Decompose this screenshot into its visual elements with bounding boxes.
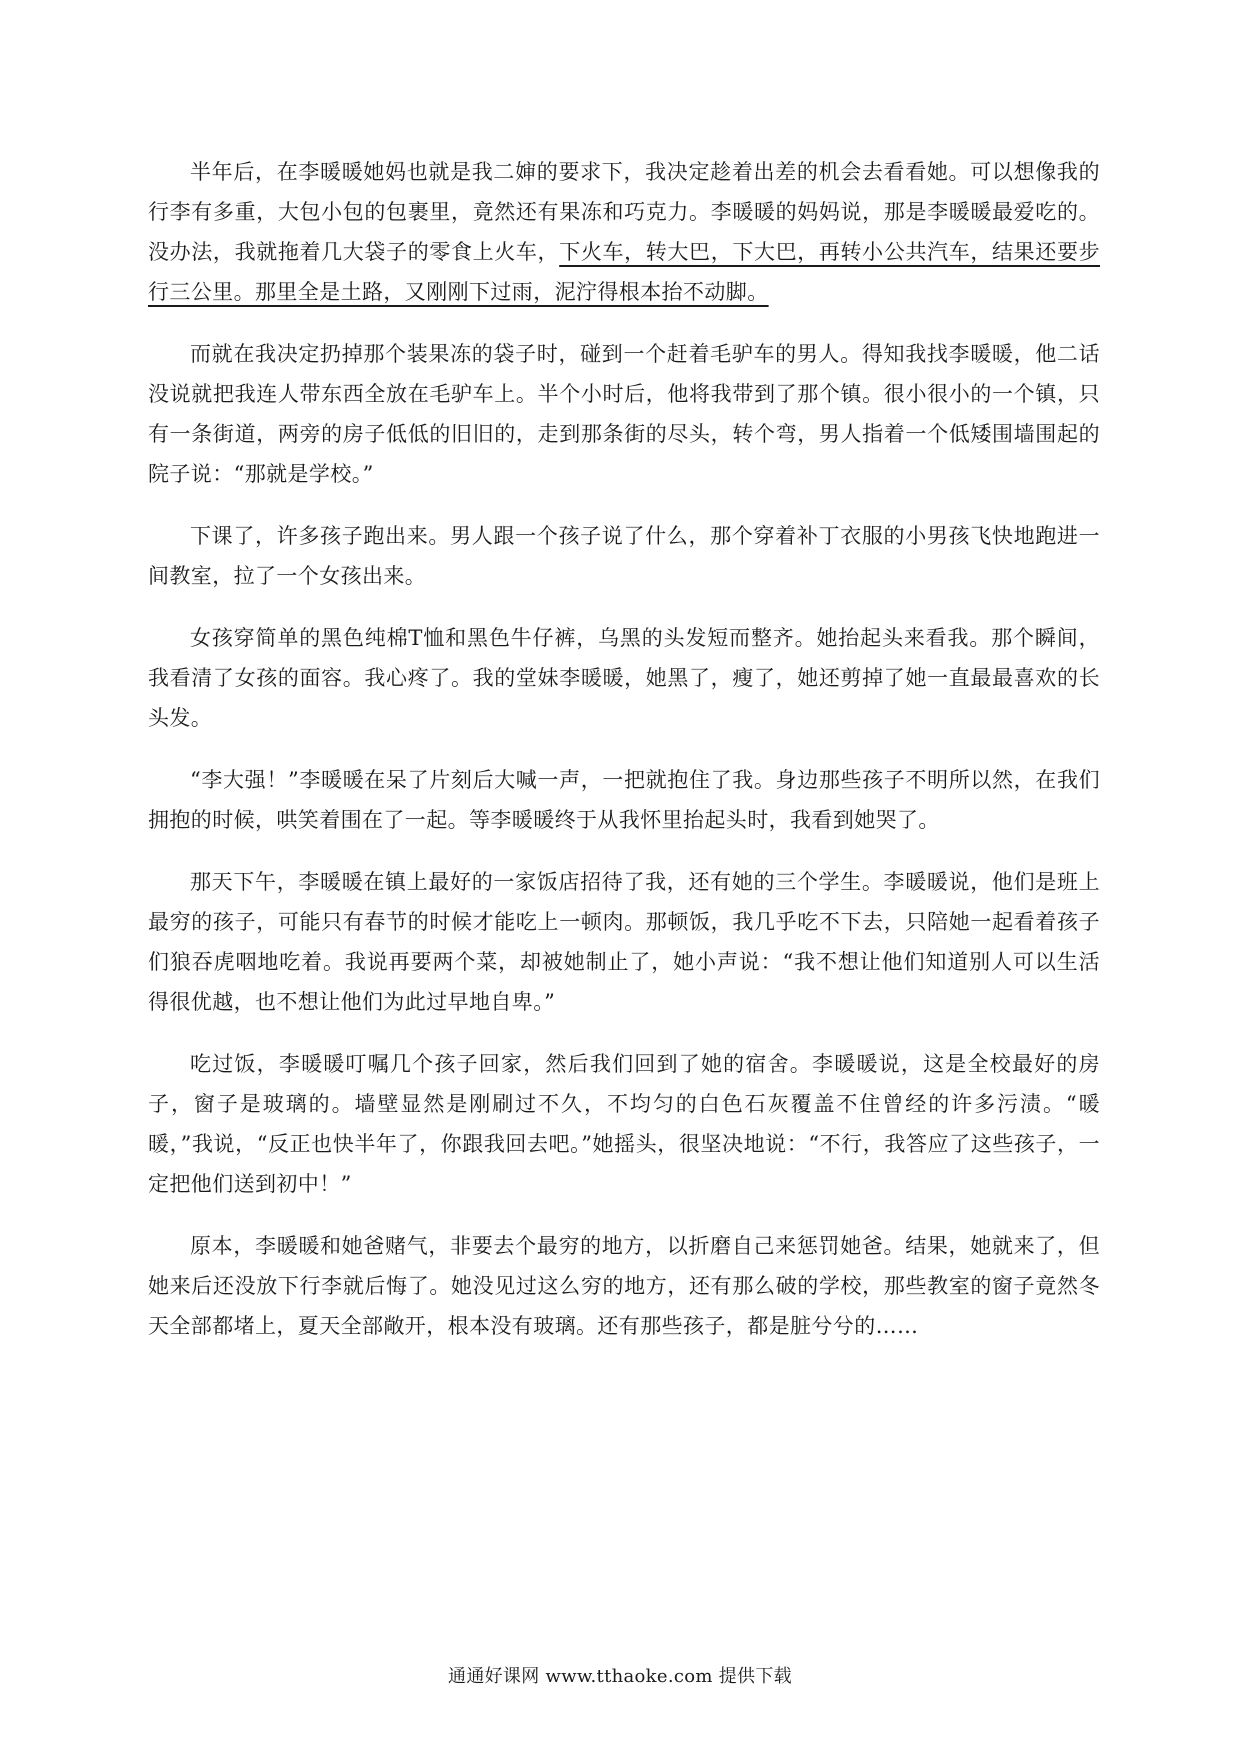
- paragraph-3: 下课了，许多孩子跑出来。男人跟一个孩子说了什么，那个穿着补丁衣服的小男孩飞快地跑进一间教室，拉了一个女孩出来。: [148, 524, 1100, 588]
- paragraph-text: 半年后，在李暖暖她妈也就是我二婶的要求下，我决定趁着出差的机会去看看她。可以想像我的行李有多重，大包小包的包裹里，竟然还有果冻和巧克力。李暖暖的妈妈说，那是李暖暖最爱吃的。没办法，我就拖着几大袋子的零食上火车，: [148, 160, 1100, 264]
- paragraph-7: 吃过饭，李暖暖叮嘱几个孩子回家，然后我们回到了她的宿舍。李暖暖说，这是全校最好的房子，窗子是玻璃的。墙壁显然是刚刷过不久，不均匀的白色石灰覆盖不住曾经的许多污渍。“暖暖，”我说，“反正也快半年了，你跟我回去吧。”她摇头，很坚决地说：“不行，我答应了这些孩子，一定把他们送到初中！”: [148, 1052, 1100, 1196]
- paragraph-2: 而就在我决定扔掉那个装果冻的袋子时，碰到一个赶着毛驴车的男人。得知我找李暖暖，他二话没说就把我连人带东西全放在毛驴车上。半个小时后，他将我带到了那个镇。很小很小的一个镇，只有一条街道，两旁的房子低低的旧旧的，走到那条街的尽头，转个弯，男人指着一个低矮围墙围起的院子说：“那就是学校。”: [148, 342, 1100, 486]
- page-footer: 通通好课网 www.tthaoke.com 提供下载: [448, 1666, 792, 1687]
- article-body: [148, 152, 1100, 1368]
- paragraph-5: “李大强！”李暖暖在呆了片刻后大喊一声，一把就抱住了我。身边那些孩子不明所以然，在我们拥抱的时候，哄笑着围在了一起。等李暖暖终于从我怀里抬起头时，我看到她哭了。: [148, 768, 1100, 832]
- underlined-sentence: 下火车，转大巴，下大巴，再转小公共汽车，结果还要步行三公里。那里全是土路，又刚刚下过雨，泥泞得根本抬不动脚。: [148, 240, 1101, 304]
- paragraph-4: 女孩穿简单的黑色纯棉T恤和黑色牛仔裤，乌黑的头发短而整齐。她抬起头来看我。那个瞬间，我看清了女孩的面容。我心疼了。我的堂妹李暖暖，她黑了，瘦了，她还剪掉了她一直最最喜欢的长头发。: [148, 626, 1100, 730]
- paragraph-1: [148, 152, 1100, 312]
- paragraph-6: 那天下午，李暖暖在镇上最好的一家饭店招待了我，还有她的三个学生。李暖暖说，他们是班上最穷的孩子，可能只有春节的时候才能吃上一顿肉。那顿饭，我几乎吃不下去，只陪她一起看着孩子们狼吞虎咽地吃着。我说再要两个菜，却被她制止了，她小声说：“我不想让他们知道别人可以生活得很优越，也不想让他们为此过早地自卑。”: [148, 870, 1100, 1014]
- paragraph-8: 原本，李暖暖和她爸赌气，非要去个最穷的地方，以折磨自己来惩罚她爸。结果，她就来了，但她来后还没放下行李就后悔了。她没见过这么穷的地方，还有那么破的学校，那些教室的窗子竟然冬天全部都堵上，夏天全部敞开，根本没有玻璃。还有那些孩子，都是脏兮兮的……: [148, 1234, 1100, 1338]
